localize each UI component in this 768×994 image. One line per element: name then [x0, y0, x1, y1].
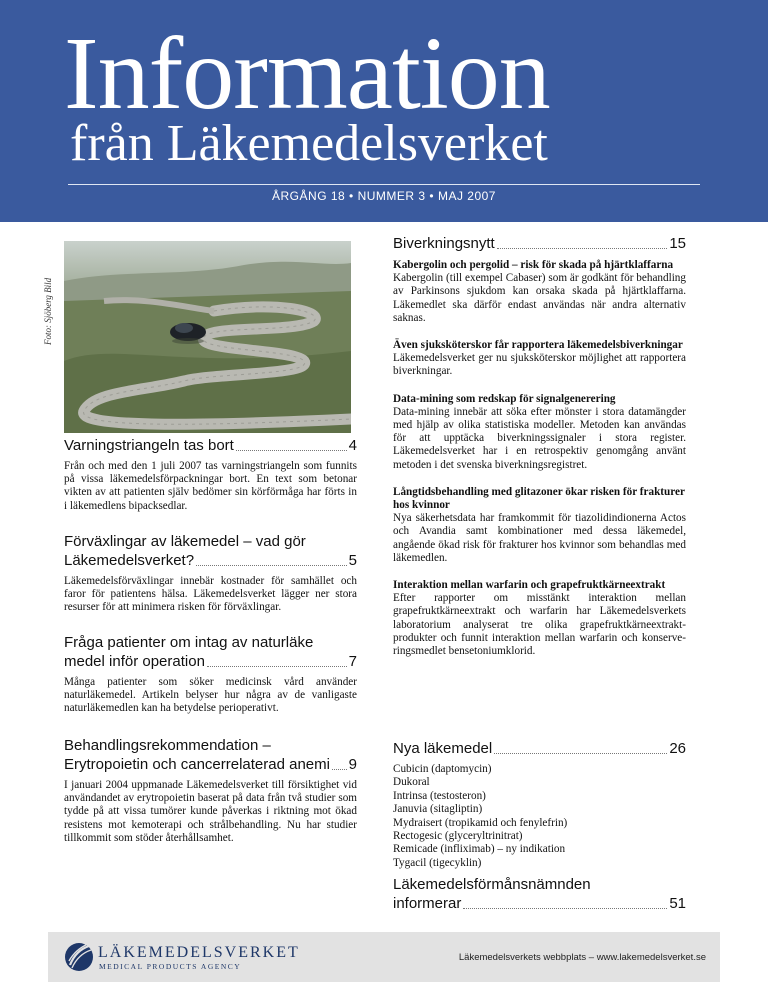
news-item [393, 259, 686, 325]
section-heading [393, 739, 686, 758]
dot-leader [497, 247, 668, 249]
masthead-subtitle: från Läkemedelsverket [70, 115, 548, 172]
drug-item: Dukoral [393, 776, 430, 789]
page-number: 4 [348, 437, 357, 454]
section-title: Nya läkemedel [393, 740, 493, 757]
website-link[interactable]: Läkemedelsverkets webbplats – www.lakemedelsverket.se [458, 952, 706, 963]
agency-logo-icon [64, 941, 94, 973]
section-summary: Läkemedelsförväxlingar innebär kostnader för samhället och faror för patientens hälsa. Läkemedelsverket lägger ner stora resurser för att minimera risken för förväxlingar. [64, 575, 357, 614]
section-heading [64, 436, 357, 455]
page-number: 51 [669, 895, 686, 912]
drug-item: Tygacil (tigecyklin) [393, 856, 482, 869]
section-heading [64, 652, 357, 671]
drug-item: Januvia (sitagliptin) [393, 803, 483, 816]
page-number: 7 [348, 653, 357, 670]
news-item-title: Data-mining som redskap för signalgenerering [393, 392, 616, 405]
news-item-text: Läkemedelsverket ger nu sjuksköterskor möjlighet att rapportera biverkningar. [393, 352, 686, 378]
drug-item: Mydraisert (tropikamid och fenylefrin) [393, 816, 568, 829]
masthead-title: Information [64, 16, 550, 131]
left-column [64, 736, 357, 845]
agency-logo-name: LÄKEMEDELSVERKET [98, 944, 300, 961]
masthead [0, 0, 768, 222]
news-item [393, 579, 686, 658]
dot-leader [494, 752, 667, 754]
page-number: 9 [348, 756, 357, 773]
section-summary: Många patienter som söker medicinsk vård använder naturläkemedel. Artikeln belyser hur några av de vanligaste naturläkemedlen kan ha betydelse perioperativt. [64, 676, 357, 715]
section-heading [393, 234, 686, 253]
photo-credit: Foto: Sjöberg Bild [43, 277, 53, 345]
news-item-title: Kabergolin och pergolid – risk för skada på hjärtklaffarna [393, 259, 674, 271]
dot-leader [332, 768, 347, 770]
news-item [393, 393, 686, 472]
section-title: Erytropoietin och cancerrelaterad anemi [64, 756, 330, 773]
drug-item: Intrinsa (testosteron) [393, 789, 486, 802]
section-title: medel inför operation [64, 653, 205, 670]
section-heading [64, 755, 357, 774]
news-item [393, 486, 686, 565]
car-shape [170, 323, 206, 344]
section-summary: I januari 2004 uppmanade Läkemedelsverket till försiktighet vid användandet av erytropoietin baserat på data från två studier som tydde på att vissa tumörer kunde påverkas i riktning mot ökad resistens mot kemoterapi och strålbehandling. Nu har studier tillkommit som stöder återhållsamhet. [64, 779, 357, 844]
news-item-title: Interaktion mellan warfarin och grapefruktkärneextrakt [393, 579, 666, 592]
left-column [64, 532, 357, 615]
news-item-text: Data-mining innebär att söka efter mönster i stora datamängder med hjälp av olika statistiska modeller. Metoden kan användas för att upptäcka biverkningssignaler i stora register. Läkemedelsverket har i en retrospektiv genomgång använt metoden i det svenska biverkningsregistret. [393, 405, 686, 471]
drug-list [393, 763, 686, 870]
page-number: 5 [348, 552, 357, 569]
right-column [393, 234, 686, 658]
section-title-line1: Behandlingsrekommendation – [64, 737, 271, 754]
section-summary: Från och med den 1 juli 2007 tas varningstriangeln som funnits på vissa läkemedelsförpackningar bort. En text som betonar vikten av att patienten själv bedömer sin körförmåga har förts in i läkemedlens bipacksedlar. [64, 460, 357, 512]
page-number: 15 [669, 235, 686, 252]
footer-bar [48, 932, 720, 982]
section-heading-line1 [393, 875, 686, 894]
drug-item: Remicade (infliximab) – ny indikation [393, 843, 566, 856]
right-column [393, 875, 686, 913]
page-number: 26 [669, 740, 686, 757]
section-title: Biverkningsnytt [393, 235, 495, 252]
masthead-rule [68, 184, 700, 185]
section-heading-line1 [64, 736, 357, 755]
cover-photo [64, 241, 351, 433]
drug-item: Cubicin (daptomycin) [393, 763, 492, 775]
mountain-road-illustration [64, 241, 351, 433]
left-column [64, 633, 357, 716]
news-item-title: Långtidsbehandling med glitazoner ökar risken för frakturer hos kvinnor [393, 485, 685, 512]
section-title: informerar [393, 895, 462, 912]
issue-line: ÅRGÅNG 18 • NUMMER 3 • MAJ 2007 [272, 189, 496, 203]
right-column [393, 739, 686, 870]
dot-leader [236, 449, 347, 451]
section-heading-line1 [64, 532, 357, 551]
section-title: Läkemedelsverket? [64, 552, 195, 569]
section-title-line1: Fråga patienter om intag av naturläke [64, 634, 314, 651]
dot-leader [463, 907, 667, 909]
dot-leader [196, 564, 347, 566]
left-column [64, 436, 357, 513]
news-item-text: Kabergolin (till exempel Cabaser) som är godkänt för behandling av Parkinsons sjukdom kan orsaka skada på hjärtklaffarna. Läkemedlet ska därför endast användas när andra alternativ saknas. [393, 272, 686, 324]
section-title-line1: Förväxlingar av läkemedel – vad gör [64, 533, 306, 550]
section-heading [393, 894, 686, 913]
news-item-text: Efter rapporter om misstänkt interaktion mellan grapefruktkärneextrakt och warfarin har Läkemedelsverkets laboratorium analyserat tre olika grapefruktkärneextrakt-produkter och funnit interaktion mellan warfarin och konserveringsmedlet bensetoniumklorid. [393, 592, 686, 658]
news-item-title: Även sjuksköterskor får rapportera läkemedelsbiverkningar [393, 339, 683, 352]
drug-item: Rectogesic (glyceryltrinitrat) [393, 830, 523, 843]
section-title-line1: Läkemedelsförmånsnämnden [393, 876, 591, 893]
dot-leader [207, 665, 347, 667]
agency-logo-tagline: MEDICAL PRODUCTS AGENCY [99, 962, 242, 971]
news-item [393, 339, 686, 379]
section-title: Varningstriangeln tas bort [64, 437, 234, 454]
news-item-text: Nya säkerhetsdata har framkommit för tiazolidindionerna Actos och Avandia samt kombinationer med dessa läkemedel, angående ökad risk för frakturer hos kvinnor som behandlas med läkemedlen. [393, 512, 686, 564]
section-heading-line1 [64, 633, 357, 652]
section-heading [64, 551, 357, 570]
